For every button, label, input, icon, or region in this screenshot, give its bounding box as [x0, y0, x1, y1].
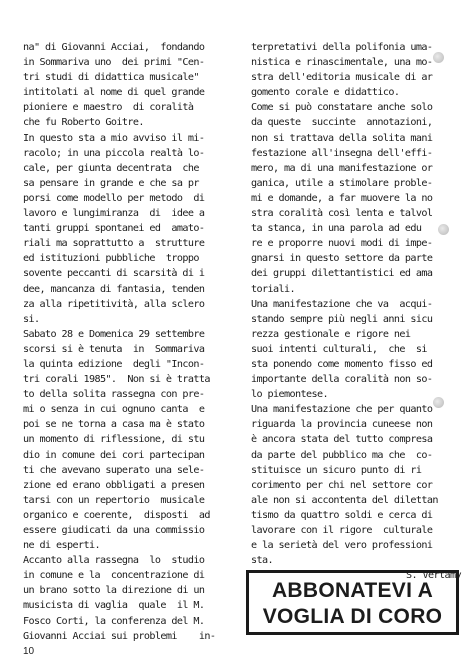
- text-line: sovente peccanti di scarsità di i: [23, 268, 205, 280]
- text-line: mi o senza in cui ognuno canta e: [23, 404, 205, 416]
- punch-hole-mark: [433, 397, 444, 408]
- text-line: non si trattava della solita mani: [251, 132, 433, 144]
- text-line: lo piemontese.: [251, 389, 328, 401]
- text-line: za alla ripetitività, alla sclero: [23, 298, 205, 310]
- text-line: intitolati al nome di quel grande: [23, 87, 205, 99]
- text-line: suoi intenti culturali, che si: [251, 343, 427, 355]
- text-line: stituisce un sicuro punto di ri: [251, 464, 422, 476]
- text-line: in Sommariva uno dei primi "Cen-: [23, 57, 205, 69]
- text-line: si.: [23, 313, 40, 325]
- article-right-column: [251, 40, 461, 583]
- text-line: porsi come modello per metodo di: [23, 192, 205, 204]
- text-line: racolo; in una piccola realtà lo-: [23, 147, 205, 159]
- subscribe-notice-line-1: ABBONATEVI A: [271, 579, 434, 602]
- text-line: musicista di vaglia quale il M.: [23, 600, 205, 612]
- text-line: toriali.: [251, 283, 295, 295]
- text-line: dee, mancanza di fantasia, tenden: [23, 283, 205, 295]
- text-line: tanti gruppi spontanei ed amato-: [23, 223, 205, 235]
- text-line: stra coralità così lenta e talvol: [251, 208, 433, 220]
- text-line: ne di esperti.: [23, 540, 100, 552]
- text-line: gnarsi in questo settore da parte: [251, 253, 433, 265]
- text-line: sta.: [251, 555, 273, 567]
- text-line: importante della coralità non so-: [251, 374, 433, 386]
- text-line: stra dell'editoria musicale di ar: [251, 72, 433, 84]
- punch-hole-mark: [438, 224, 449, 235]
- text-line: tismo da quattro soldi e cerca di: [251, 509, 433, 521]
- subscribe-notice-line-2: VOGLIA DI CORO: [262, 605, 443, 628]
- text-line: ta stanca, in una parola ad edu: [251, 223, 422, 235]
- text-line: Giovanni Acciai sui problemi in-: [23, 630, 216, 642]
- text-line: da queste succinte annotazioni,: [251, 117, 433, 129]
- text-line: ale non si accontenta del dilettan: [251, 494, 438, 506]
- text-line: to della solita rassegna con pre-: [23, 389, 205, 401]
- text-line: stando sempre più negli anni sicu: [251, 313, 433, 325]
- text-line: tri corali 1985". Non si è tratta: [23, 374, 210, 386]
- text-line: organico e coerente, disposti ad: [23, 509, 210, 521]
- text-line: In questo sta a mio avviso il mi-: [23, 132, 205, 144]
- author-signature: S. Vertamy: [406, 570, 461, 582]
- text-line: nistica e rinascimentale, una mo-: [251, 57, 433, 69]
- text-line: gomento corale e didattico.: [251, 87, 400, 99]
- text-line: ed istituzioni pubbliche troppo: [23, 253, 199, 265]
- text-line: dio in comune dei cori partecipan: [23, 449, 205, 461]
- text-line: riali ma soprattutto a strutture: [23, 238, 205, 250]
- text-line: Fosco Corti, la conferenza del M.: [23, 615, 205, 627]
- text-line: terpretativi della polifonia uma-: [251, 42, 433, 53]
- text-line: Sabato 28 e Domenica 29 settembre: [23, 328, 205, 340]
- punch-hole-mark: [433, 52, 444, 63]
- text-line: da parte del pubblico ma che co-: [251, 449, 433, 461]
- text-line: na" di Giovanni Acciai, fondando: [23, 42, 205, 53]
- text-line: la quinta edizione degli "Incon-: [23, 358, 205, 370]
- text-line: è ancora stata del tutto compresa: [251, 434, 433, 446]
- text-line: rezza gestionale e rigore nei: [251, 328, 411, 340]
- text-line: corimento per chi nel settore cor: [251, 479, 433, 491]
- subscribe-notice-box: [246, 570, 459, 635]
- text-line: tri studi di didattica musicale": [23, 72, 199, 84]
- text-line: ti che avevano superato una sele-: [23, 464, 205, 476]
- text-line: lavoro e lungimiranza di idee a: [23, 208, 205, 220]
- text-line: che fu Roberto Goitre.: [23, 117, 144, 129]
- text-line: mero, ma di una manifestazione or: [251, 162, 433, 174]
- text-line: e la serietà del vero professioni: [251, 540, 433, 552]
- text-line: Una manifestazione che per quanto: [251, 404, 433, 416]
- text-line: Come si può constatare anche solo: [251, 102, 433, 114]
- page-number: 10: [23, 646, 35, 657]
- text-line: mi e domande, a far muovere la no: [251, 192, 433, 204]
- text-line: festazione all'insegna dell'effi-: [251, 147, 433, 159]
- text-line: in comune e la concentrazione di: [23, 570, 205, 582]
- text-line: sa pensare in grande e che sa pr: [23, 177, 199, 189]
- text-line: scorsi si è tenuta in Sommariva: [23, 343, 205, 355]
- text-line: dei gruppi dilettantistici ed ama: [251, 268, 433, 280]
- text-line: cale, per giunta decentrata che: [23, 162, 199, 174]
- text-line: essere giudicati da una commissio: [23, 525, 205, 536]
- text-line: Accanto alla rassegna lo studio: [23, 555, 205, 567]
- text-line: ganica, utile a stimolare proble-: [251, 177, 433, 189]
- text-line: sta ponendo come momento fisso ed: [251, 358, 433, 370]
- text-line: lavorare con il rigore culturale: [251, 525, 433, 536]
- text-line: re e proporre nuovi modi di impe-: [251, 238, 433, 250]
- text-line: zione ed erano obbligati a presen: [23, 479, 205, 491]
- text-line: tarsi con un repertorio musicale: [23, 494, 205, 506]
- text-line: poi se ne torna a casa ma è stato: [23, 419, 205, 431]
- text-line: pioniere e maestro di coralità: [23, 102, 194, 114]
- text-line: riguarda la provincia cuneese non: [251, 419, 433, 431]
- text-line: Una manifestazione che va acqui-: [251, 298, 433, 310]
- text-line: un brano sotto la direzione di un: [23, 585, 205, 597]
- article-left-column: [23, 40, 239, 644]
- text-line: un momento di riflessione, di stu: [23, 434, 205, 446]
